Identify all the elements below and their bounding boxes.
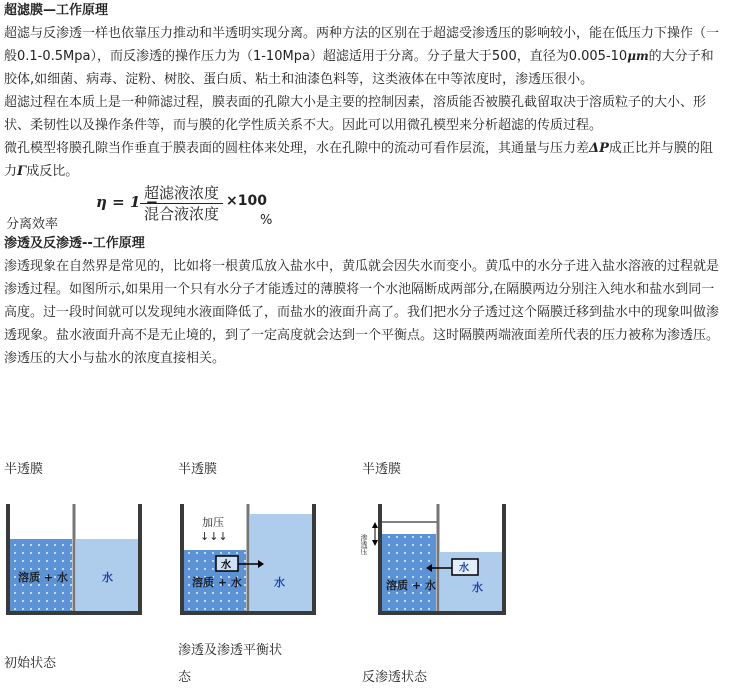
box-label: 水: [221, 560, 231, 571]
figure-initial-state: [4, 454, 164, 694]
caption-line: 初始状态: [4, 656, 57, 671]
marker-arrow-up: [372, 522, 378, 528]
figure-title: 半透膜: [4, 462, 44, 477]
delta-p-symbol: ΔP: [589, 141, 609, 156]
figure-caption: [178, 637, 282, 691]
formula-multiplier: ×100: [226, 193, 267, 209]
section-title-osmosis: 渗透及反渗透--工作原理: [4, 236, 145, 251]
pressure-arrows: ↓↓↓: [200, 530, 228, 543]
water-label: 水: [472, 581, 483, 594]
osmosis-diagram-equilibrium: [178, 494, 338, 659]
figure-reverse-osmosis: [362, 454, 522, 694]
pressure-label: 加压: [202, 516, 224, 529]
paragraph-ultrafiltration-intro: [4, 22, 725, 91]
caption-line: 反渗透状态: [362, 670, 428, 685]
osmosis-diagram-reverse: [362, 494, 522, 659]
osmosis-diagram-initial: [4, 494, 164, 659]
solute-label: 溶质 + 水: [386, 579, 436, 592]
solute-label: 溶质 + 水: [192, 576, 242, 589]
osmotic-pressure-label: 渗透压: [360, 534, 368, 555]
figure-osmosis-equilibrium: [178, 454, 338, 694]
separation-efficiency-formula: [4, 183, 725, 233]
section-title-ultrafiltration: 超滤膜—工作原理: [4, 3, 109, 18]
caption-line: 渗透及渗透平衡状: [178, 643, 283, 658]
paragraph-micropore-model: [4, 137, 725, 183]
figure-caption: [362, 664, 427, 691]
text-run: 的大分子和胶体,如细菌、病毒、淀粉、树胶、蛋白质、粘土和油漆色料等，这类液体在中等浓度时，渗透压很小。: [4, 49, 714, 87]
text-run: 成正比并与膜的阻力: [4, 141, 713, 179]
paragraph-osmosis: 渗透现象在自然界是常见的，比如将一根黄瓜放入盐水中，黄瓜就会因失水而变小。黄瓜中的水分子进入盐水溶液的过程就是渗透过程。如图所示,如果用一个只有水分子才能透过的薄膜将一个水池隔断成两部分,在隔膜两边分别注入纯水和盐水到同一高度。过一段时间就可以发现纯水液面降低了，而盐水的液面升高了。我们把水分子透过这个隔膜迁移到盐水中的现象叫做渗透现象。盐水液面升高不是无止境的，到了一定高度就会达到一个平衡点。这时隔膜两端液面差所代表的压力被称为渗透压。渗透压的大小与盐水的浓度直接相关。: [4, 259, 720, 366]
paragraph-sieving: 超滤过程在本质上是一种筛滤过程，膜表面的孔隙大小是主要的控制因素，溶质能否被膜孔截留取决于溶质粒子的大小、形状、柔韧性以及操作条件等，而与膜的化学性质关系不大。因此可以用微孔模型来分析超滤的传质过程。: [4, 95, 707, 133]
unit-symbol: μm: [627, 49, 649, 63]
solute-dots: [382, 534, 436, 611]
solute-label: 溶质 + 水: [18, 571, 68, 584]
formula-fraction: [140, 183, 223, 224]
text-run: 超滤与反渗透一样也依靠压力推动和半透明实现分离。两种方法的区别在于超滤受渗透压的影响较小，能在低压力下操作（一般0.1-0.5Mpa），而反渗透的操作压力为（1-10Mpa）超滤适用于分离。分子量大于500，直径为0.005-10: [4, 26, 720, 64]
formula-label: 分离效率: [6, 217, 59, 232]
marker-arrow-down: [372, 540, 378, 546]
caption-line: 态: [178, 670, 192, 685]
water-label: 水: [274, 576, 285, 589]
text-run: 成反比。: [26, 164, 79, 179]
formula-denominator: 混合液浓度: [144, 205, 220, 223]
formula-numerator: 超滤液浓度: [140, 183, 223, 204]
figure-caption: [4, 650, 56, 677]
formula-lhs: η = 1 −: [96, 193, 159, 211]
resistance-symbol: Γ: [17, 164, 27, 179]
box-label: 水: [459, 563, 469, 574]
formula-unit: %: [260, 213, 273, 228]
text-run: 微孔模型将膜孔隙当作垂直于膜表面的圆柱体来处理，水在孔隙中的流动可看作层流，其通量与压力差: [4, 141, 590, 156]
figure-title: 半透膜: [362, 462, 402, 477]
water-label: 水: [102, 571, 113, 584]
figure-title: 半透膜: [178, 462, 218, 477]
